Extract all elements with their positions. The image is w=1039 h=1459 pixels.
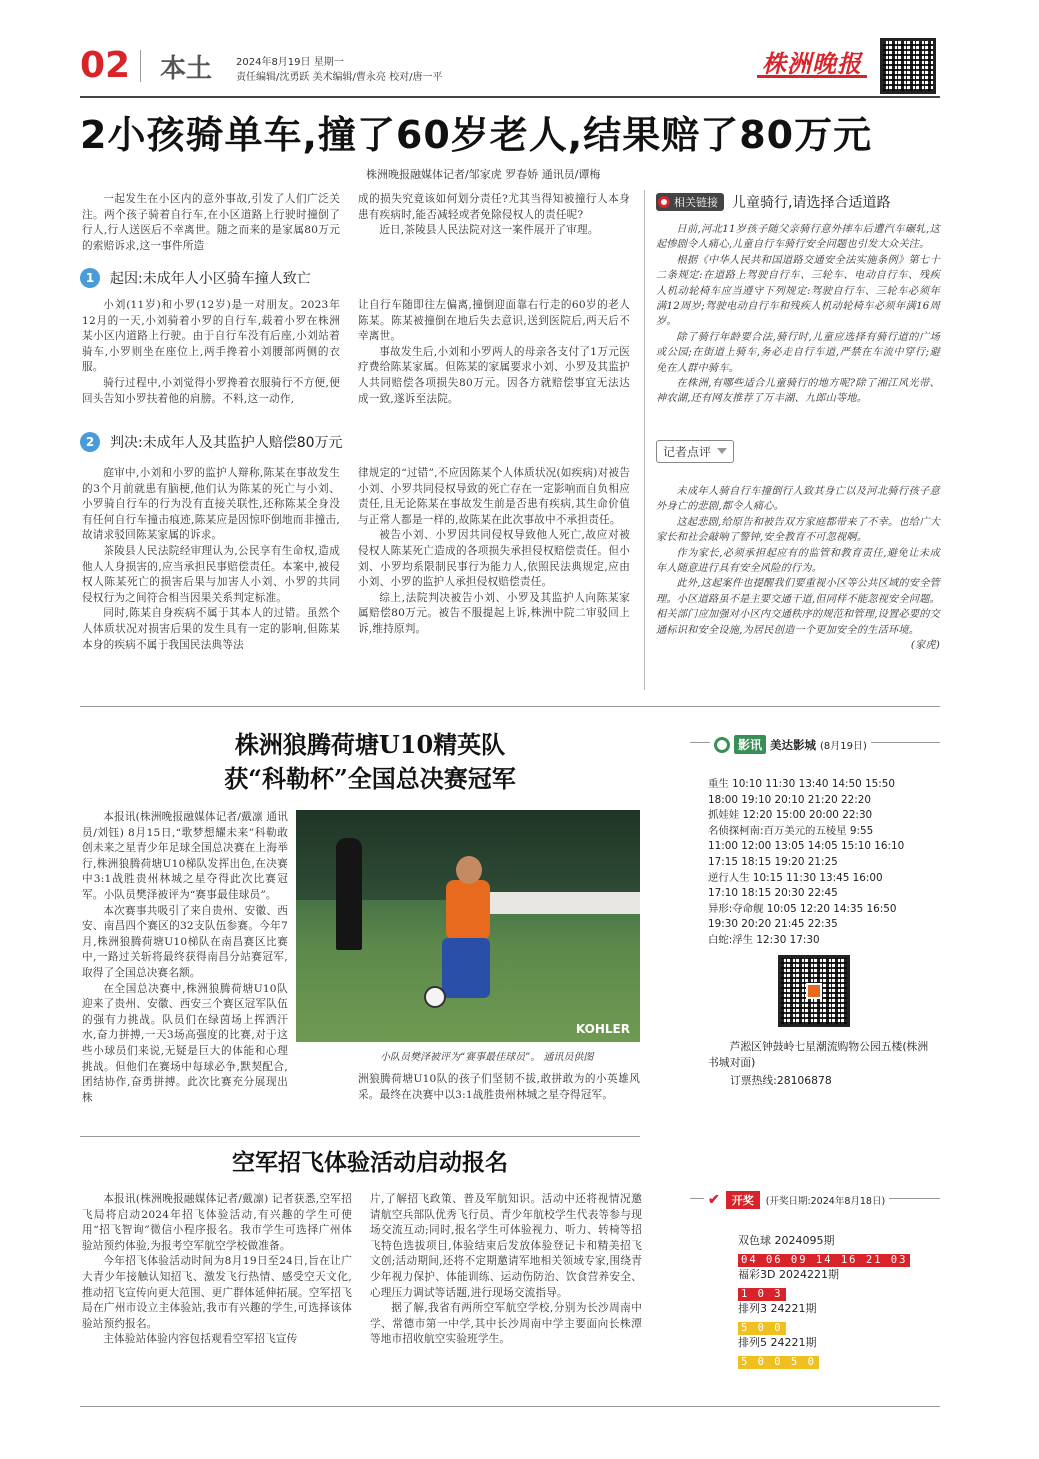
schedule-line: 11:00 12:00 13:05 14:05 15:10 16:10 [708,840,905,853]
comment-tag [656,440,734,463]
paper-logo [757,44,867,78]
football-title-line2: 获“科勒杯”全国总决赛冠军 [224,764,516,793]
related-link-p1: 日前,河北11岁孩子随父亲骑行意外摔车后遭汽车碾轧,这起惨剧令人痛心,儿童自行车骑行安全问题也引发大众关注。 [656,224,940,251]
section2-col2c: 综上,法院判决被告小刘、小罗及其监护人向陈某家属赔偿80万元。被告不服提起上诉,株洲中院二审驳回上诉,维持原判。 [358,591,630,635]
schedule-line: 17:15 18:15 19:20 21:25 [708,855,838,868]
page-number: 02 [80,45,131,86]
schedule-line: 逆行人生 10:15 11:30 13:45 16:00 [708,871,883,884]
comment-sign: (家虎) [910,640,940,652]
airforce-p5: 据了解,我省有两所空军航空学校,分别为长沙周南中学、常德市第一中学,其中长沙周南中学主要面向长株潭等地市招收航空实验班学生。 [370,1302,642,1346]
schedule-line: 重生 10:10 11:30 13:40 14:50 15:50 [708,778,896,790]
schedule-line: 18:00 19:10 20:10 21:20 22:20 [708,793,871,806]
section1-col2b: 事故发生后,小刘和小罗两人的母亲各支付了1万元医疗费给陈某家属。但陈某的家属要求小刘、小罗及其监护人共同赔偿各项损失80万元。因各方就赔偿事宜无法达成一致,遂诉至法院。 [358,345,630,405]
football-p2: 本次赛事共吸引了来自贵州、安徽、西安、南昌四个赛区的32支队伍参赛。今年7月,株洲狼腾荷塘U10梯队在南昌赛区比赛中,一路过关斩将最终获得南昌分站赛冠军,取得了全国总决赛名额。 [82,904,288,979]
section2-number: 2 [80,432,100,452]
lottery-header [704,1191,889,1209]
main-headline: 2小孩骑单车,撞了60岁老人,结果赔了80万元 [80,113,873,157]
issue-date: 2024年8月19日 星期一 [236,57,344,68]
related-link-header [656,192,890,212]
lottery-name: 排列5 24221期 [738,1336,817,1349]
section2-col2a: 律规定的“过错”,不应因陈某个人体质状况(如疾病)对被告小刘、小罗共同侵权导致的死亡存在一定影响而自负相应责任,且无论陈某在事故发生前是否患有疾病,其生命价值与正常人都是一样的,故陈某在此次事故中不承担责任。 [358,467,630,526]
lottery-name: 福彩3D 2024221期 [738,1268,839,1281]
football-p4: 洲狼腾荷塘U10队的孩子们坚韧不拔,敢拼敢为的小英雄风采。最终在决赛中以3:1战胜贵州林城之星夺得冠军。 [358,1073,640,1101]
airforce-p3: 主体验站体验内容包括观看空军招飞宣传 [103,1333,298,1346]
related-link-body [656,222,940,407]
main-byline: 株洲晚报融媒体记者/邹家虎 罗春娇 通讯员/谭梅 [366,168,601,181]
related-link-tag [656,193,724,211]
chevron-down-icon [717,448,727,454]
schedule-line: 白蛇:浮生 12:30 17:30 [708,933,820,946]
cinema-schedule [708,777,936,949]
section1-col2 [358,298,630,407]
airforce-p1: 本报讯(株洲晚报融媒体记者/戴凛) 记者获悉,空军招飞局将启动2024年招飞体验活动,有兴趣的学生可使用“招飞智询”微信小程序报名。我市学生可选择广州体验站预约体验,为报考空军航空学校做准备。 [82,1193,352,1252]
schedule-line: 名侦探柯南:百万美元的五棱星 9:55 [708,824,874,837]
related-link-title: 儿童骑行,请选择合适道路 [732,195,891,211]
paper-logo-text: 株洲晚报 [762,49,862,78]
lottery-name: 双色球 2024095期 [738,1234,835,1247]
photo-player-body [446,880,490,940]
football-photo [296,810,640,1042]
cinema-hotline: 订票热线:28106878 [730,1074,832,1087]
photo-player-head [456,856,482,884]
related-link-p3: 除了骑行年龄要合法,骑行时,儿童应选择有骑行道的广场或公园;在街道上骑车,务必走自行车道,严禁在车流中穿行;避免在人群中骑车。 [656,331,940,374]
comment-tag-text: 记者点评 [663,445,712,459]
lead-col1-text: 一起发生在小区内的意外事故,引发了人们广泛关注。两个孩子骑着自行车,在小区道路上行驶时撞倒了行人,行人送医后不幸离世。随之而来的是家属80万元的索赔诉求,这一事件所造 [82,193,340,252]
cinema-header [710,735,871,754]
section2-col2b: 被告小刘、小罗因共同侵权导致他人死亡,故应对被侵权人陈某死亡造成的各项损失承担侵权赔偿责任。但小刘、小罗均系限制民事行为能力人,依照民法典规定,应由小刘、小罗的监护人承担侵权赔偿责任。 [358,529,630,589]
sidebar-divider [644,190,645,690]
checkmark-icon: ✔ [708,1192,720,1208]
lottery-box [690,1192,940,1378]
related-link-p2: 根据《中华人民共和国道路交通安全法实施条例》第七十二条规定:在道路上驾驶自行车、三轮车、电动自行车、残疾人机动轮椅车应当遵守下列规定:驾驶自行车、三轮车必须年满12周岁;驾驶电动自行车和残疾人机动轮椅车必须年满16周岁。 [656,254,940,328]
lottery-numbers: 5 0 0 5 0 [738,1356,819,1369]
lottery-numbers: 5 0 0 [738,1322,786,1335]
cinema-name: 美达影城 [770,737,817,752]
airforce-p4: 片,了解招飞政策、普及军航知识。活动中还将视情况邀请航空兵部队优秀飞行员、青少年航校学生代表等参与现场交流互动;同时,报名学生可体验视力、听力、转椅等招飞特色选拔项目,体验结束后发放体验登记卡和精美招飞文创;活动期间,还将不定期邀请军地相关领域专家,围绕青少年视力保护、体能训练、运动伤防治、饮食营养安全、心理压力调试等话题,进行现场交流指导。 [370,1193,642,1299]
section-rule-2 [80,1136,640,1137]
schedule-line: 抓娃娃 12:20 15:00 20:00 22:30 [708,809,873,822]
section2-col1c: 同时,陈某自身疾病不属于其本人的过错。虽然个人体质状况对损害后果的发生具有一定的影响,但陈某本身的疾病不属于我国民法典等法 [82,607,340,651]
cinema-logo: 影讯 [734,735,766,754]
lottery-tag: 开奖 [726,1191,760,1209]
cinema-address: 芦淞区钟鼓岭七星潮流购物公园五楼(株洲书城对面) [708,1040,929,1069]
section1-heading [80,268,311,288]
lead-col2-text: 成的损失究竟该如何划分责任?尤其当得知被撞行人本身患有疾病时,能否减轻或者免除侵权人的责任呢? [358,193,630,221]
football-caption: 小队员樊泽被评为“赛事最佳球员”。 通讯员供图 [380,1052,594,1063]
section2-col1 [82,466,340,653]
section1-col1b: 骑行过程中,小刘觉得小罗搀着衣服骑行不方便,便回头告知小罗扶着他的肩膀。不料,这一动作, [82,376,340,405]
photo-player-legs [442,938,490,998]
cinema-box [690,737,940,1122]
comment-p1: 未成年人骑自行车撞倒行人致其身亡以及河北骑行孩子意外身亡的悲剧,都令人痛心。 [656,486,940,513]
lottery-date: (开奖日期:2024年8月18日) [765,1196,886,1207]
airforce-col2 [370,1192,642,1348]
football-p1: 本报讯(株洲晚报融媒体记者/戴凛 通讯员/刘钰) 8月15日,“歌梦想耀未来”科勒敢创未来之星青少年足球全国总决赛在上海举行,株洲狼腾荷塘U10梯队发挥出色,在决赛中3:1战胜贵州林城之星夺得此次比赛冠军。小队员樊泽被评为“赛事最佳球员”。 [82,811,288,901]
related-link-icon [658,196,670,208]
football-col-left [82,810,288,1106]
related-link-tag-text: 相关链接 [674,196,718,209]
cinema-date: (8月19日) [820,741,867,752]
section1-col2a: 让自行车随即往左偏离,撞倒迎面靠右行走的60岁的老人陈某。陈某被撞倒在地后失去意识,送到医院后,两天后不幸离世。 [358,299,630,343]
lottery-list [738,1233,934,1369]
section1-col1 [82,298,340,407]
airforce-p2: 今年招飞体验活动时间为8月19日至24日,旨在让广大青少年接触认知招飞、激发飞行热情、感受空天文化,推动招飞宣传向更大范围、更广群体延伸拓展。空军招飞局在广州市设立主体验站,我市有兴趣的学生,可选择该体验站预约报名。 [82,1255,352,1330]
lead-col1 [82,192,340,254]
comment-p4: 此外,这起案件也提醒我们要重视小区等公共区域的安全管理。小区道路虽不是主要交通干道,但同样不能忽视安全问题。相关部门应加强对小区内交通秩序的规范和管理,设置必要的交通标识和安全设施,为居民创造一个更加安全的生活环境。 [656,578,940,636]
airforce-col1 [82,1192,352,1348]
photo-sponsor: KOHLER [575,1022,630,1036]
section2-col1a: 庭审中,小刘和小罗的监护人辩称,陈某在事故发生的3个月前就患有脑梗,他们认为陈某的死亡与小刘、小罗骑自行车的行为没有直接关联性,还称陈某全身没有任何自行车撞击痕迹,陈某应是因惊吓倒地而非撞击,故请求驳回陈某家属的诉求。 [82,467,340,542]
section1-number: 1 [80,268,100,288]
football-title [120,728,620,796]
section2-heading [80,432,343,452]
cinema-qr-logo [806,983,822,999]
schedule-line: 19:30 20:20 21:45 22:35 [708,918,838,931]
masthead-rule [80,96,940,98]
qr-code [880,38,936,94]
section-rule-1 [80,706,940,707]
football-title-line1: 株洲狼腾荷塘U10精英队 [234,730,506,759]
lottery-numbers: 1 0 3 [738,1288,786,1301]
section2-title: 判决:未成年人及其监护人赔偿80万元 [110,435,343,451]
schedule-line: 异形:夺命舰 10:05 12:20 14:35 16:50 [708,902,897,915]
photo-ball [424,986,446,1008]
comment-p3: 作为家长,必须承担起应有的监管和教育责任,避免让未成年人随意进行具有安全风险的行为。 [656,547,940,575]
lottery-name: 排列3 24221期 [738,1302,817,1315]
lead-col2 [358,192,630,239]
masthead-divider [140,50,141,82]
section1-title: 起因:未成年人小区骑车撞人致亡 [110,271,311,287]
film-reel-icon [714,737,730,753]
football-p3: 在全国总决赛中,株洲狼腾荷塘U10队迎来了贵州、安徽、西安三个赛区冠军队伍的强有力挑战。队员们在绿茵场上挥洒汗水,奋力拼搏,一天3场高强度的比赛,对于这些小球员们来说,无疑是巨大的体能和心理挑战。但他们在赛场中每球必争,默契配合,团结协作,奋勇拼搏。此次比赛充分展现出株 [82,982,288,1104]
section2-col2 [358,466,630,638]
comment-p2: 这起悲剧,给原告和被告双方家庭都带来了不幸。也给广大家长和社会敲响了警钟,安全教育不可忽视啊。 [656,516,940,544]
editors-line: 责任编辑/沈勇跃 美术编辑/曹永亮 校对/唐一平 [236,72,443,83]
related-link-p4: 在株洲,有哪些适合儿童骑行的地方呢?除了湘江风光带、神农湖,还有网友推荐了万丰湖、九郎山等地。 [656,378,940,405]
section2-col1b: 茶陵县人民法院经审理认为,公民享有生命权,造成他人人身损害的,应当承担民事赔偿责任。本案中,被侵权人陈某死亡的损害后果与加害人小刘、小罗的共同侵权行为之间符合相当因果关系判定标准。 [82,544,340,604]
footer-rule [80,1406,940,1407]
section1-col1a: 小刘(11岁)和小罗(12岁)是一对朋友。2023年12月的一天,小刘骑着小罗的自行车,载着小罗在株洲某小区内道路上行驶。由于自行车没有后座,小刘站着骑车,小罗则坐在座位上,两手搀着小刘腰部两侧的衣服。 [82,299,340,374]
schedule-line: 17:10 18:15 20:30 22:45 [708,887,838,900]
photo-referee [336,838,362,950]
comment-body [656,484,940,653]
football-col-right [358,1072,640,1103]
section-name: 本土 [160,54,213,84]
lead-col2b-text: 近日,茶陵县人民法院对这一案件展开了审理。 [379,224,599,237]
cinema-qr-code [778,955,850,1027]
airforce-title: 空军招飞体验活动启动报名 [232,1149,508,1176]
lottery-numbers: 04 06 09 14 16 21 03 [738,1254,910,1267]
